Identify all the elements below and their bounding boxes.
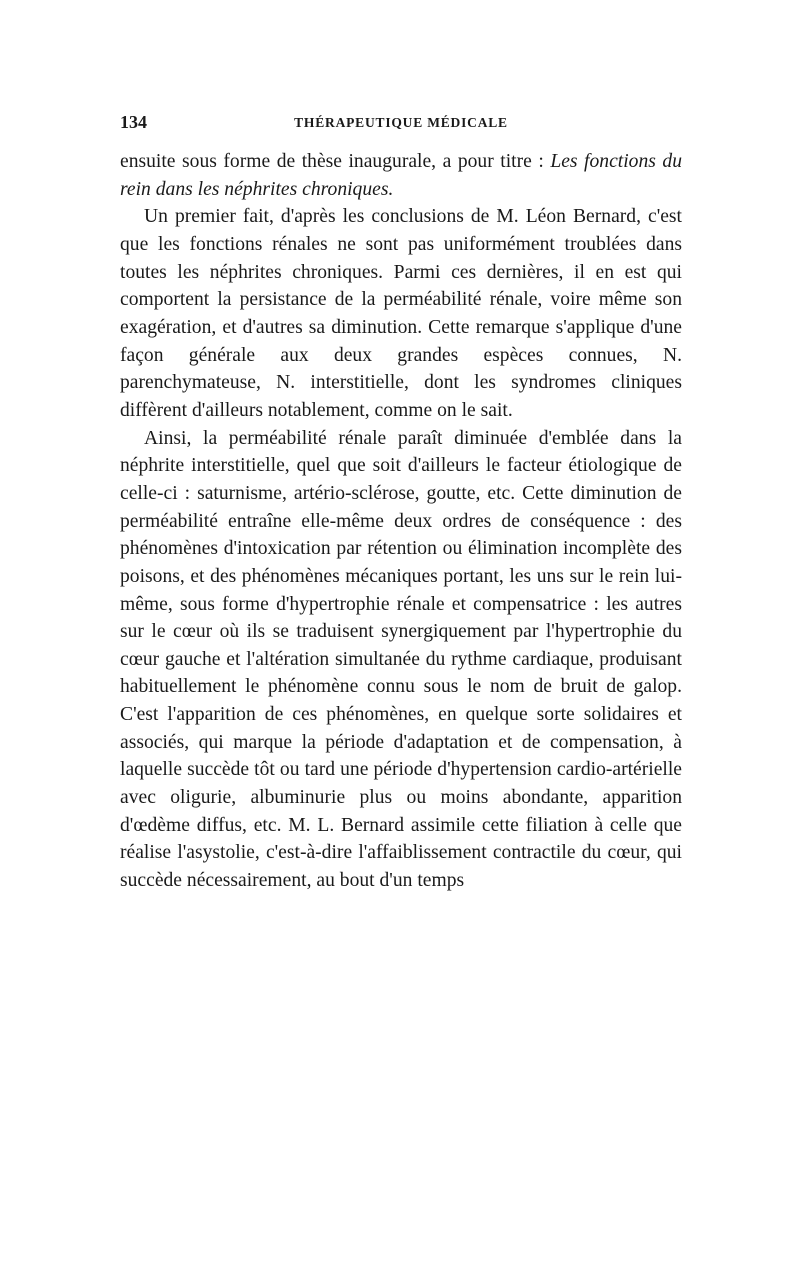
running-title: THÉRAPEUTIQUE MÉDICALE bbox=[294, 115, 508, 130]
body-text bbox=[120, 148, 682, 895]
paragraph-3: Ainsi, la perméabilité rénale paraît diminuée d'emblée dans la néphrite interstitielle, quel que soit d'ailleurs le facteur étiologique de celle-ci : saturnisme, artério-sclérose, goutte, etc. Cette diminution de perméabilité entraîne elle-même deux ordres de conséquence : des phénomènes d'intoxication par rétention ou élimination incomplète des poisons, et des phénomènes mécaniques portant, les uns sur le rein lui-même, sous forme d'hypertrophie rénale et compensatrice : les autres sur le cœur où ils se traduisent synergiquement par l'hypertrophie du cœur gauche et l'altération simultanée du rythme cardiaque, produisant habituellement le phénomène connu sous le nom de bruit de galop. C'est l'apparition de ces phénomènes, en quelque sorte solidaires et associés, qui marque la période d'adaptation et de compensation, à laquelle succède tôt ou tard une période d'hypertension cardio-artérielle avec oligurie, albuminurie plus ou moins abondante, apparition d'œdème diffus, etc. M. L. Bernard assimile cette filiation à celle que réalise l'asystolie, c'est-à-dire l'affaiblissement contractile du cœur, qui succède nécessairement, au bout d'un temps bbox=[120, 427, 682, 892]
page-number: 134 bbox=[120, 112, 147, 132]
paragraph-1-text: ensuite sous forme de thèse inaugurale, a pour titre : bbox=[120, 151, 551, 172]
running-head bbox=[120, 112, 682, 148]
paragraph-continuation bbox=[120, 148, 682, 203]
paragraph-2: Un premier fait, d'après les conclusions de M. Léon Bernard, c'est que les fonctions rénales ne sont pas uniformément troublées dans toutes les néphrites chroniques. Parmi ces dernières, il en est qui comportent la persistance de la perméabilité rénale, voire même son exagération, et d'autres sa diminution. Cette remarque s'applique d'une façon générale aux deux grandes espèces connues, N. parenchymateuse, N. interstitielle, dont les syndromes cliniques diffèrent d'ailleurs notablement, comme on le sait. bbox=[120, 206, 682, 421]
book-page bbox=[120, 112, 682, 895]
thesis-title: Les fonctions du rein dans les néphrites chroniques. bbox=[120, 151, 683, 200]
